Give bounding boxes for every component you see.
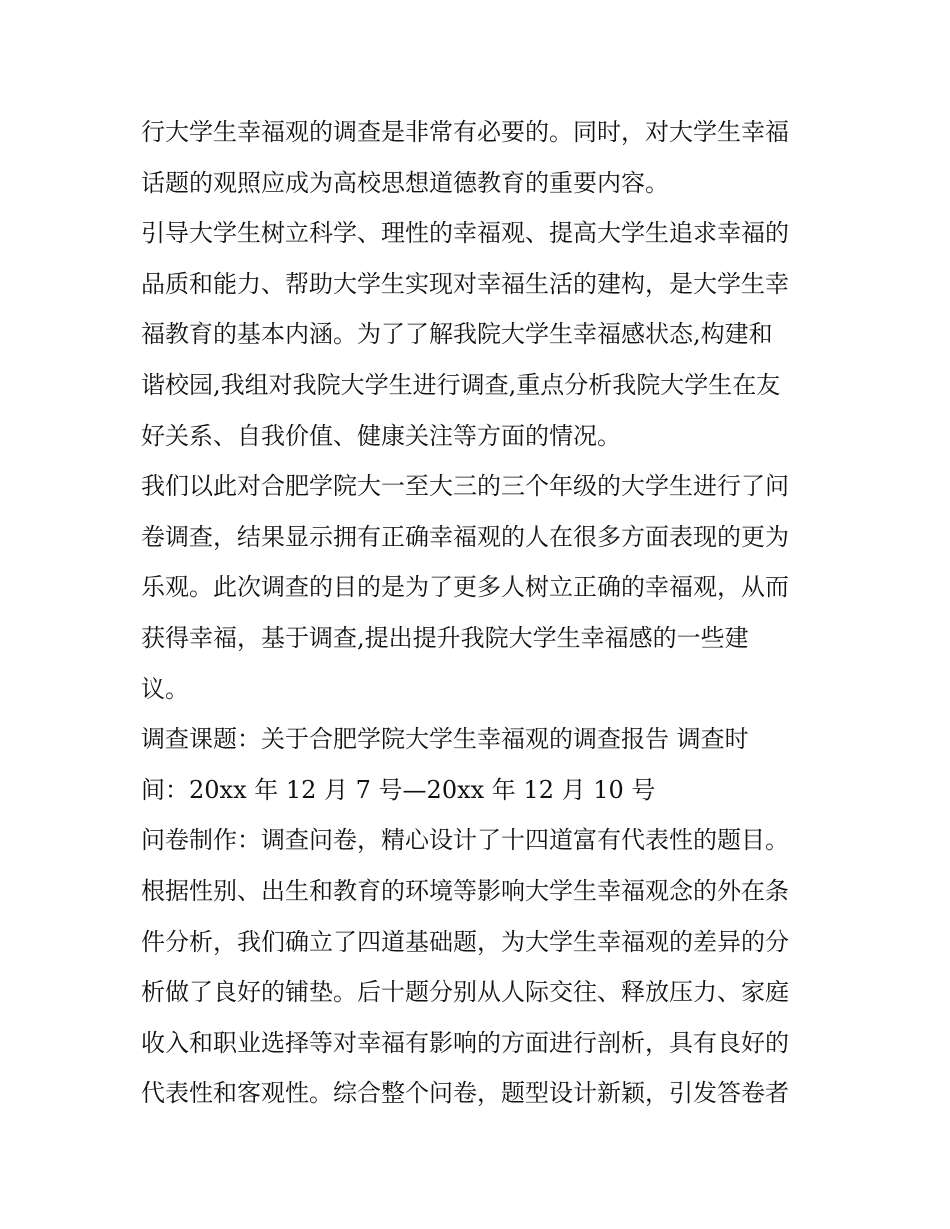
text-line: 乐观。此次调查的目的是为了更多人树立正确的幸福观，从而 xyxy=(141,573,789,602)
text-line: 间：20xx 年 12 月 7 号—20xx 年 12 月 10 号 xyxy=(141,775,656,804)
text-line: 件分析，我们确立了四道基础题，为大学生幸福观的差异的分 xyxy=(141,927,789,956)
text-line: 我们以此对合肥学院大一至大三的三个年级的大学生进行了问 xyxy=(141,472,789,501)
text-line: 卷调查，结果显示拥有正确幸福观的人在很多方面表现的更为 xyxy=(141,522,789,551)
text-line: 根据性别、出生和教育的环境等影响大学生幸福观念的外在条 xyxy=(141,876,789,905)
body-text xyxy=(141,107,821,1119)
text-line: 议。 xyxy=(141,674,189,703)
text-line: 好关系、自我价值、健康关注等方面的情况。 xyxy=(141,421,621,450)
text-line: 收入和职业选择等对幸福有影响的方面进行剖析，具有良好的 xyxy=(141,1028,789,1057)
text-line: 代表性和客观性。综合整个问卷，题型设计新颖，引发答卷者 xyxy=(141,1079,789,1108)
text-line: 谐校园,我组对我院大学生进行调查,重点分析我院大学生在友 xyxy=(141,370,781,399)
text-line: 问卷制作：调查问卷，精心设计了十四道富有代表性的题目。 xyxy=(141,826,789,855)
text-line: 调查课题：关于合肥学院大学生幸福观的调查报告 调查时 xyxy=(141,725,749,754)
text-line: 话题的观照应成为高校思想道德教育的重要内容。 xyxy=(141,168,669,197)
text-line: 引导大学生树立科学、理性的幸福观、提高大学生追求幸福的 xyxy=(141,219,789,248)
text-line: 获得幸福，基于调查,提出提升我院大学生幸福感的一些建 xyxy=(141,623,749,652)
text-line: 福教育的基本内涵。为了了解我院大学生幸福感状态,构建和 xyxy=(141,320,773,349)
text-line: 行大学生幸福观的调查是非常有必要的。同时，对大学生幸福 xyxy=(141,118,789,146)
text-line: 品质和能力、帮助大学生实现对幸福生活的建构，是大学生幸 xyxy=(141,269,789,298)
text-line: 析做了良好的铺垫。后十题分别从人际交往、释放压力、家庭 xyxy=(141,978,789,1007)
